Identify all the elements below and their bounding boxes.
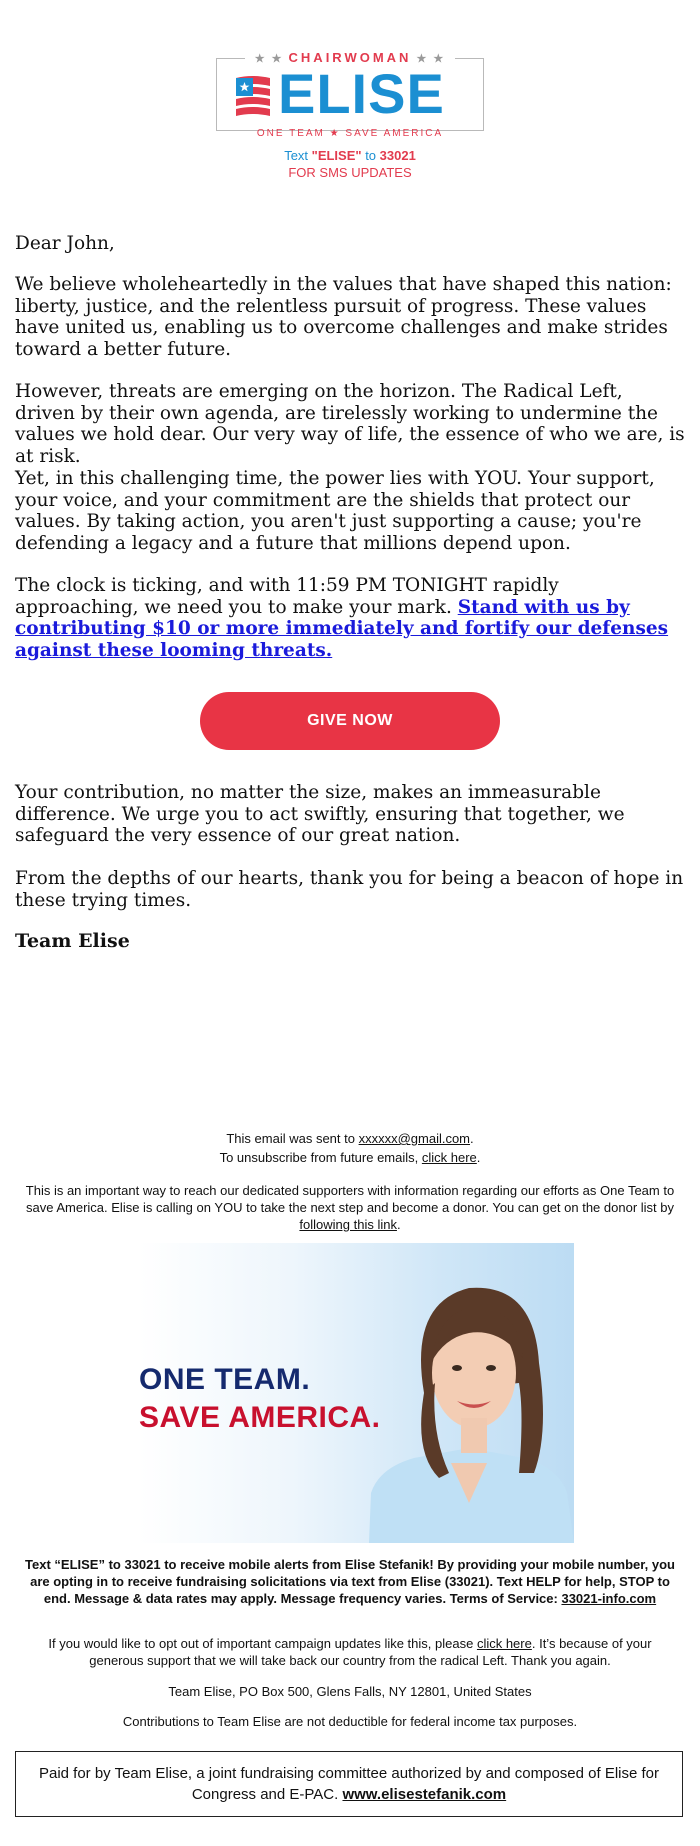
contribute-link[interactable]: Stand with us by contributing $10 or more immediately and fortify our defenses against these looming threats. (15, 596, 669, 661)
paragraph-5: Your contribution, no matter the size, makes an immeasurable difference. We urge you to act swiftly, ensuring that together, we safeguard the very essence of our great nation. (15, 782, 625, 846)
logo-name: ELISE (278, 62, 445, 125)
recipient-email-link[interactable]: xxxxxx@gmail.com (358, 1131, 471, 1146)
give-now-button[interactable]: GIVE NOW (200, 692, 500, 750)
banner-headline-1: ONE TEAM. (139, 1363, 311, 1396)
greeting: Dear John, (15, 233, 115, 254)
flag-icon (230, 72, 276, 118)
opt-out-link[interactable]: click here (476, 1636, 532, 1651)
sent-to-line: This email was sent to xxxxxx@gmail.com. (226, 1131, 474, 1146)
signoff: Team Elise (15, 930, 130, 952)
paragraph-2: However, threats are emerging on the horizon. The Radical Left, driven by their own agenda, are tirelessly working to undermine the values we hold dear. Our very way of life, the essence of who we are, is at risk. (15, 381, 685, 467)
donor-paragraph: This is an important way to reach our dedicated supporters with information regarding our efforts as One Team to save America. Elise is calling on YOU to take the next step and become a donor. You can get on the donor list by following this link. (25, 1183, 675, 1232)
logo-tagline: ONE TEAM ★ SAVE AMERICA (256, 128, 444, 139)
sms-keyword: "ELISE" (311, 148, 362, 163)
logo-top-text: CHAIRWOMAN (288, 50, 412, 65)
paragraph-4: The clock is ticking, and with 11:59 PM TONIGHT rapidly approaching, we need you to make your mark. Stand with us by contributing $10 or more immediately and fortify our defenses against these looming threats. (15, 575, 669, 661)
paragraph-3: Yet, in this challenging time, the power lies with YOU. Your support, your voice, and your commitment are the shields that protect our values. By taking action, you aren't just supporting a cause; you're defending a legacy and a future that millions depend upon. (15, 468, 655, 554)
unsubscribe-link[interactable]: click here (421, 1150, 477, 1165)
mailing-address: Team Elise, PO Box 500, Glens Falls, NY 12801, United States (168, 1684, 532, 1699)
unsubscribe-line: To unsubscribe from future emails, click here. (219, 1150, 481, 1165)
opt-out-paragraph: If you would like to opt out of important campaign updates like this, please click here. It’s because of your generous support that we will take back our country from the radical Left. Thank you again. (48, 1636, 652, 1668)
paragraph-6: From the depths of our hearts, thank you for being a beacon of hope in these trying times. (15, 868, 684, 911)
campaign-banner (139, 1243, 574, 1543)
header-logo (0, 48, 700, 139)
sms-promo-line1: Text "ELISE" to 33021 (284, 148, 416, 163)
star-icons: ★ ★ (254, 53, 289, 65)
website-link[interactable]: www.elisestefanik.com (342, 1786, 507, 1803)
sms-terms: Text “ELISE” to 33021 to receive mobile alerts from Elise Stefanik! By providing your mobile number, you are opting in to receive fundraising solicitations via text from Elise (33021). Text HELP for help, STOP to end. Message & data rates may apply. Message frequency varies. Terms of Service: 33021-info.com (25, 1557, 675, 1606)
terms-link[interactable]: 33021-info.com (561, 1591, 657, 1606)
sms-number: 33021 (379, 148, 416, 163)
paragraph-1: We believe wholeheartedly in the values that have shaped this nation: liberty, justice, and the relentless pursuit of progress. These values have united us, enabling us to overcome challenges and make strides toward a better future. (15, 274, 672, 360)
banner-headline-2: SAVE AMERICA. (139, 1401, 381, 1434)
paid-for-disclaimer: Paid for by Team Elise, a joint fundraising committee authorized by and composed of Elise for Congress and E-PAC. www.elisestefanik.com (15, 1751, 683, 1817)
star-icons: ★ ★ (411, 53, 446, 65)
tax-notice: Contributions to Team Elise are not deductible for federal income tax purposes. (122, 1714, 578, 1729)
sms-promo-line2: FOR SMS UPDATES (288, 165, 412, 180)
donor-list-link[interactable]: following this link (299, 1217, 397, 1232)
